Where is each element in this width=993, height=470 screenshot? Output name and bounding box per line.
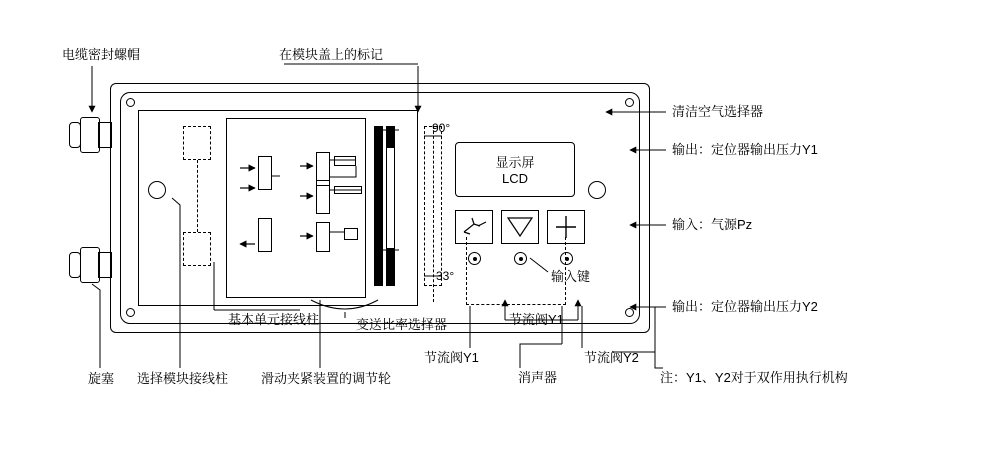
terminal-strip-left-upper <box>183 126 211 160</box>
label-plug: 旋塞 <box>88 371 115 386</box>
chip-upper <box>334 156 356 166</box>
label-select-module-terminal: 选择模块接线柱 <box>137 371 229 386</box>
cable-gland-lower-neck <box>98 252 112 278</box>
label-throttle-valve-y2: 节流阀Y2 <box>584 350 639 365</box>
terminal-strip-left-mid <box>197 160 198 232</box>
label-module-cover-mark: 在模块盖上的标记 <box>279 47 384 62</box>
label-slide-clamp-wheel: 滑动夹紧装置的调节轮 <box>261 371 392 386</box>
label-output-y2: 输出：定位器输出压力Y2 <box>672 299 818 314</box>
label-clean-air-selector: 清洁空气选择器 <box>672 104 764 119</box>
screw-top-right <box>625 98 634 107</box>
circuit-subpanel <box>226 118 366 298</box>
label-basic-unit-terminal: 基本单元接线柱 <box>228 312 320 327</box>
circuit-block <box>316 180 330 214</box>
label-transmit-ratio-selector: 变送比率选择器 <box>356 317 448 332</box>
slide-rail-right-bottom-cap <box>386 248 395 286</box>
label-cable-gland: 电缆密封螺帽 <box>62 47 141 62</box>
label-note: 注：Y1、Y2对于双作用执行机构 <box>660 370 848 385</box>
circuit-block <box>258 218 272 252</box>
lcd-text <box>455 155 575 188</box>
label-angle-top: 90° <box>432 121 451 135</box>
label-throttle-valve-y1-bottom: 节流阀Y1 <box>424 350 479 365</box>
panel-divider-2 <box>0 196 1 392</box>
adjust-screw-left <box>148 181 166 199</box>
cable-gland-upper-body <box>80 117 100 153</box>
cable-gland-upper-neck <box>98 122 112 148</box>
terminal-strip-left-lower <box>183 232 211 266</box>
chip-lower <box>344 228 358 240</box>
throttle-valve-bracket <box>466 237 566 305</box>
rotation-axis <box>433 126 434 302</box>
circuit-block-tick <box>0 412 14 413</box>
circuit-block <box>258 156 272 190</box>
label-output-y1: 输出：定位器输出压力Y1 <box>672 142 818 157</box>
screw-bottom-left <box>126 308 135 317</box>
clean-air-selector-screw[interactable] <box>588 181 606 199</box>
slide-rail-right-top-cap <box>386 126 395 148</box>
label-silencer: 消声器 <box>518 370 558 385</box>
cable-gland-lower-body <box>80 247 100 283</box>
label-angle-bottom: 33° <box>436 269 455 283</box>
circuit-block <box>316 222 330 252</box>
lcd-line-1: 显示屏 <box>495 155 535 170</box>
screw-bottom-right <box>625 308 634 317</box>
slide-rail-left <box>374 126 383 286</box>
label-input-key: 输入键 <box>551 269 591 284</box>
label-throttle-valve-y1-top: 节流阀Y1 <box>509 312 564 327</box>
cable-gland-upper-cap <box>69 122 81 148</box>
lcd-line-2: LCD <box>501 171 528 187</box>
chip-mid <box>334 186 362 194</box>
panel-divider-1 <box>0 0 1 196</box>
label-input-pz: 输入：气源Pz <box>672 217 753 232</box>
cable-gland-lower-cap <box>69 252 81 278</box>
screw-top-left <box>126 98 135 107</box>
